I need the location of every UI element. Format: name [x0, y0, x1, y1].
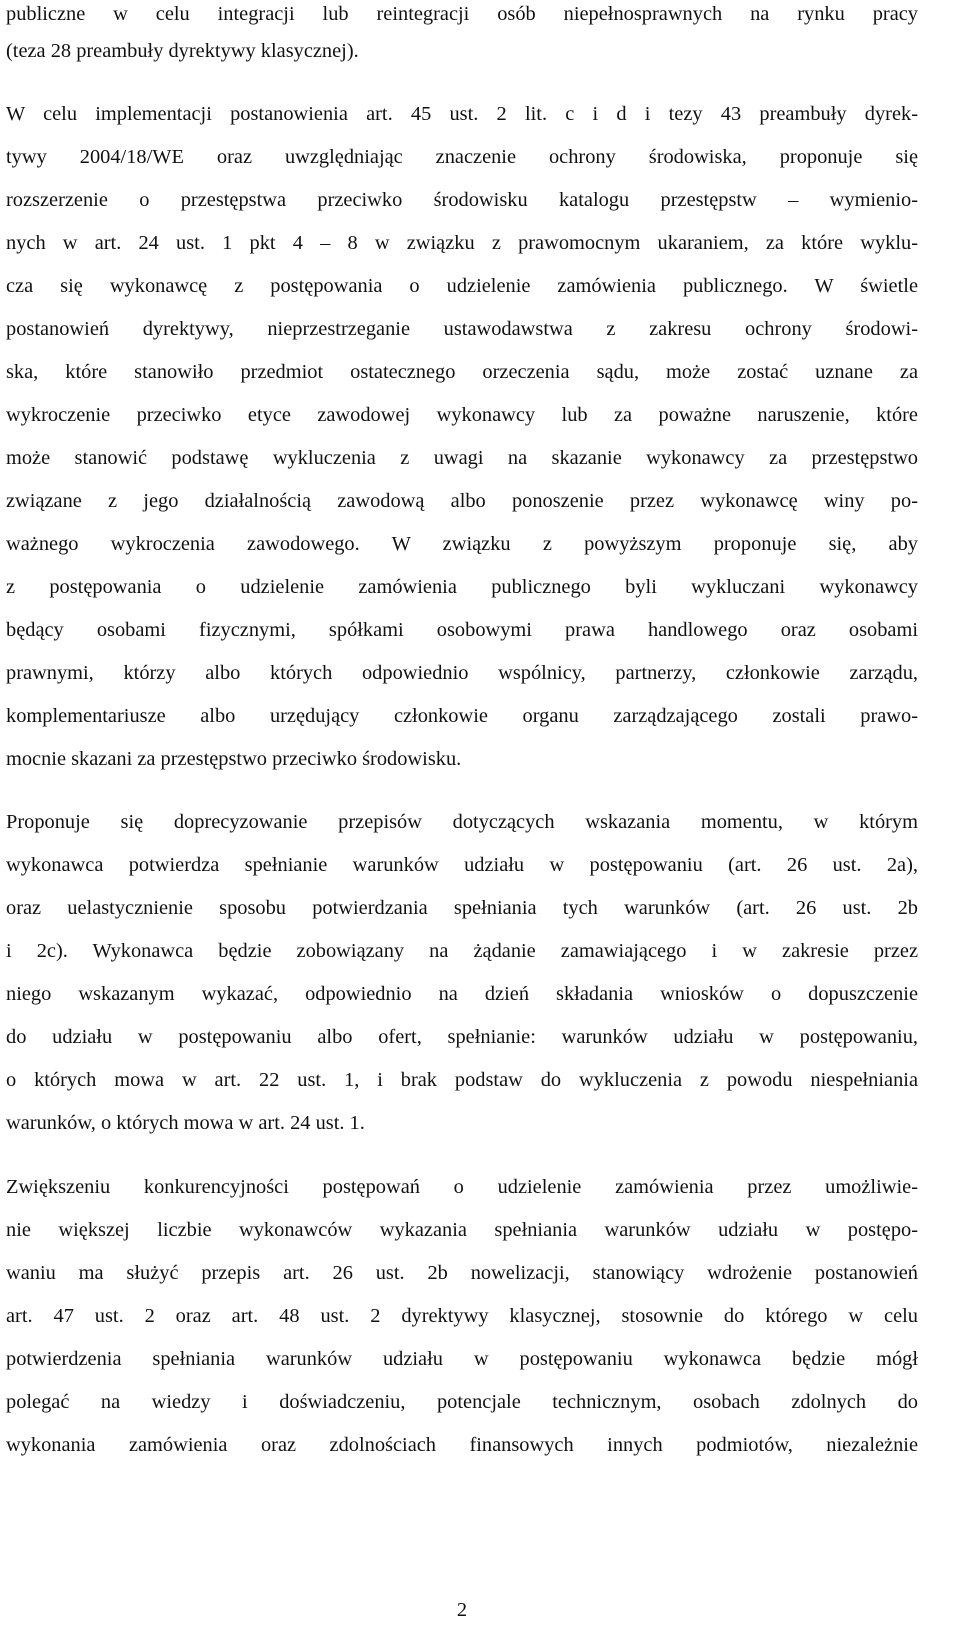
text-line: ska, które stanowiło przedmiot ostatecznego orzeczenia sądu, może zostać uznane za	[6, 361, 918, 383]
text-line: postanowień dyrektywy, nieprzestrzeganie ustawodawstwa z zakresu ochrony środowi-	[6, 318, 918, 340]
text-line: waniu ma służyć przepis art. 26 ust. 2b nowelizacji, stanowiący wdrożenie postanowień	[6, 1262, 918, 1284]
text-line: komplementariusze albo urzędujący członkowie organu zarządzającego zostali prawo-	[6, 705, 918, 727]
text-line: Zwiększeniu konkurencyjności postępowań o udzielenie zamówienia przez umożliwie-	[6, 1176, 918, 1198]
text-line: wykonania zamówienia oraz zdolnościach finansowych innych podmiotów, niezależnie	[6, 1434, 918, 1456]
text-line: z postępowania o udzielenie zamówienia publicznego byli wykluczani wykonawcy	[6, 576, 918, 598]
text-line: niego wskazanym wykazać, odpowiednio na dzień składania wniosków o dopuszczenie	[6, 983, 918, 1005]
text-line: o których mowa w art. 22 ust. 1, i brak podstaw do wykluczenia z powodu niespełniania	[6, 1069, 918, 1091]
text-line: może stanowić podstawę wykluczenia z uwagi na skazanie wykonawcy za przestępstwo	[6, 447, 918, 469]
text-line: cza się wykonawcę z postępowania o udzielenie zamówienia publicznego. W świetle	[6, 275, 918, 297]
document-page	[6, 0, 918, 1640]
text-line: mocnie skazani za przestępstwo przeciwko środowisku.	[6, 748, 462, 770]
text-line: rozszerzenie o przestępstwa przeciwko środowisku katalogu przestępstw – wymienio-	[6, 189, 918, 211]
text-line: warunków, o których mowa w art. 24 ust. 1.	[6, 1112, 365, 1134]
text-line: art. 47 ust. 2 oraz art. 48 ust. 2 dyrektywy klasycznej, stosownie do którego w celu	[6, 1305, 918, 1327]
text-line: prawnymi, którzy albo których odpowiednio wspólnicy, partnerzy, członkowie zarządu,	[6, 662, 918, 684]
page-number: 2	[456, 1599, 468, 1621]
text-line: ważnego wykroczenia zawodowego. W związku z powyższym proponuje się, aby	[6, 533, 918, 555]
text-line: oraz uelastycznienie sposobu potwierdzania spełniania tych warunków (art. 26 ust. 2b	[6, 897, 918, 919]
text-line: Proponuje się doprecyzowanie przepisów dotyczących wskazania momentu, w którym	[6, 811, 918, 833]
text-line: tywy 2004/18/WE oraz uwzględniając znaczenie ochrony środowiska, proponuje się	[6, 146, 918, 168]
text-line: publiczne w celu integracji lub reintegracji osób niepełnosprawnych na rynku pracy	[6, 3, 918, 25]
text-line: nie większej liczbie wykonawców wykazania spełniania warunków udziału w postępo-	[6, 1219, 918, 1241]
text-line: potwierdzenia spełniania warunków udziału w postępowaniu wykonawca będzie mógł	[6, 1348, 918, 1370]
text-line: wykonawca potwierdza spełnianie warunków udziału w postępowaniu (art. 26 ust. 2a),	[6, 854, 918, 876]
text-line: W celu implementacji postanowienia art. 45 ust. 2 lit. c i d i tezy 43 preambuły dyrek-	[6, 103, 918, 125]
text-line: związane z jego działalnością zawodową albo ponoszenie przez wykonawcę winy po-	[6, 490, 918, 512]
text-line: polegać na wiedzy i doświadczeniu, potencjale technicznym, osobach zdolnych do	[6, 1391, 918, 1413]
text-line: i 2c). Wykonawca będzie zobowiązany na żądanie zamawiającego i w zakresie przez	[6, 940, 918, 962]
text-line: będący osobami fizycznymi, spółkami osobowymi prawa handlowego oraz osobami	[6, 619, 918, 641]
text-line: do udziału w postępowaniu albo ofert, spełnianie: warunków udziału w postępowaniu,	[6, 1026, 918, 1048]
text-line: nych w art. 24 ust. 1 pkt 4 – 8 w związku z prawomocnym ukaraniem, za które wyklu-	[6, 232, 918, 254]
text-line: (teza 28 preambuły dyrektywy klasycznej).	[6, 40, 359, 62]
text-line: wykroczenie przeciwko etyce zawodowej wykonawcy lub za poważne naruszenie, które	[6, 404, 918, 426]
